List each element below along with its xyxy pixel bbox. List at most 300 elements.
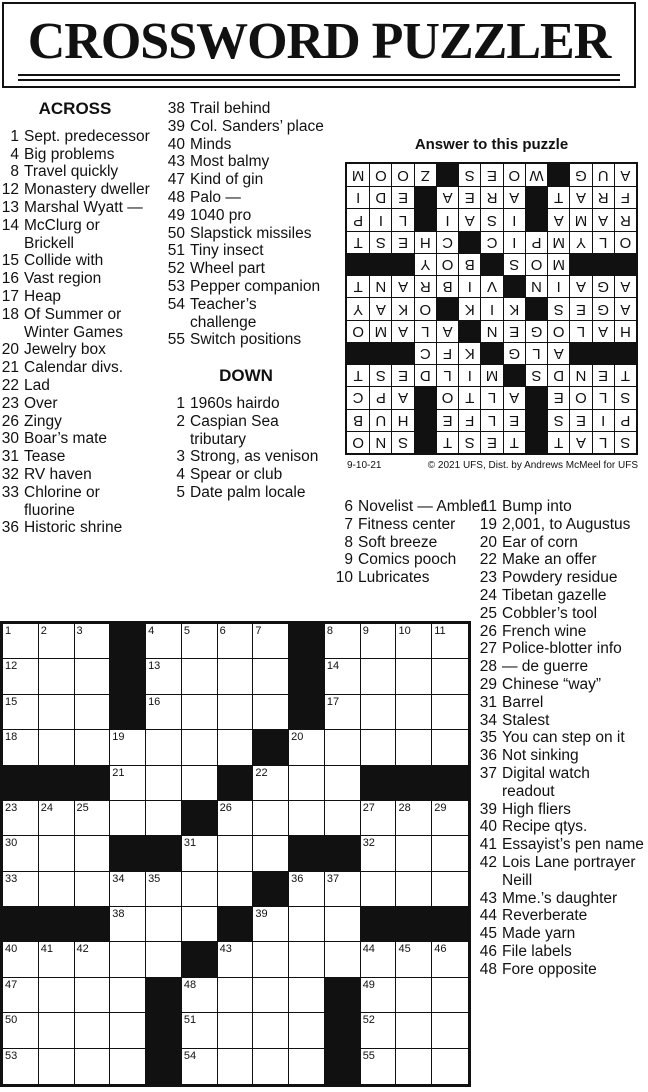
answer-black-square xyxy=(503,275,525,297)
answer-black-square xyxy=(525,386,547,408)
grid-square[interactable] xyxy=(182,978,218,1013)
grid-square[interactable] xyxy=(396,942,432,977)
square-number: 39 xyxy=(255,908,268,921)
clue-item xyxy=(0,484,150,520)
answer-letter: L xyxy=(480,409,502,431)
clue-number: 44 xyxy=(479,907,497,925)
clue-item xyxy=(166,260,326,278)
answer-letter: D xyxy=(369,186,391,208)
black-square xyxy=(75,907,111,942)
answer-letter: L xyxy=(414,320,436,342)
grid-square[interactable] xyxy=(39,872,75,907)
clue-number: 34 xyxy=(479,711,497,729)
grid-square[interactable] xyxy=(146,801,182,836)
grid-square[interactable] xyxy=(39,695,75,730)
grid-square[interactable] xyxy=(396,872,432,907)
grid-square[interactable] xyxy=(396,836,432,871)
grid-square[interactable] xyxy=(396,730,432,765)
clue-text: Sept. predecessor xyxy=(24,127,150,145)
clue-text: Fitness center xyxy=(358,515,456,533)
answer-letter: M xyxy=(547,253,569,275)
answer-letter: B xyxy=(347,409,369,431)
answer-letter: B xyxy=(436,275,458,297)
black-square xyxy=(182,942,218,977)
square-number: 25 xyxy=(76,801,89,814)
square-number: 5 xyxy=(183,625,190,637)
square-number: 41 xyxy=(40,943,54,956)
grid-square[interactable] xyxy=(218,872,254,907)
grid-square[interactable] xyxy=(253,766,289,801)
grid-square[interactable] xyxy=(432,659,468,694)
clue-number: 22 xyxy=(1,376,19,394)
answer-letter: M xyxy=(480,364,502,386)
grid-square[interactable] xyxy=(325,695,361,730)
grid-square[interactable] xyxy=(253,907,289,942)
answer-black-square xyxy=(391,253,413,275)
grid-square[interactable] xyxy=(361,872,397,907)
answer-letter: S xyxy=(547,409,569,431)
clue-text: Trail behind xyxy=(190,100,271,117)
grid-square[interactable] xyxy=(182,766,218,801)
clue-text: Boar’s mate xyxy=(24,430,107,448)
answer-letter: A xyxy=(547,208,569,230)
clue-item xyxy=(0,181,150,199)
grid-square[interactable] xyxy=(325,942,361,977)
square-number: 51 xyxy=(183,1014,197,1027)
answer-letter: P xyxy=(614,409,636,431)
black-square xyxy=(110,624,146,659)
grid-square[interactable] xyxy=(325,801,361,836)
answer-letter: A xyxy=(391,320,413,342)
clue-text: Most balmy xyxy=(190,153,270,171)
clue-number: 12 xyxy=(1,181,19,199)
grid-square[interactable] xyxy=(325,907,361,942)
clue-text: Jewelry box xyxy=(24,341,106,359)
grid-square[interactable] xyxy=(39,659,75,694)
answer-letter: L xyxy=(592,431,614,453)
square-number: 32 xyxy=(362,837,375,850)
grid-square[interactable] xyxy=(75,1049,111,1084)
answer-black-square xyxy=(436,164,458,186)
clue-text: Strong, as venison xyxy=(190,448,319,466)
grid-square[interactable] xyxy=(218,942,254,977)
grid-square[interactable] xyxy=(182,1013,218,1048)
answer-letter: A xyxy=(503,386,525,408)
clue-text: Marshal Wyatt — xyxy=(24,198,143,216)
answer-letter: I xyxy=(458,364,480,386)
clue-number: 23 xyxy=(1,394,19,412)
grid-square[interactable] xyxy=(218,695,254,730)
grid-square[interactable] xyxy=(110,766,146,801)
grid-square[interactable] xyxy=(432,942,468,977)
grid-square[interactable] xyxy=(110,1013,146,1048)
clue-text: Wheel part xyxy=(190,260,265,278)
answer-letter: O xyxy=(347,320,369,342)
grid-square[interactable] xyxy=(361,659,397,694)
clue-text: Of Summer or Winter Games xyxy=(24,305,124,341)
grid-square[interactable] xyxy=(289,801,325,836)
answer-letter: S xyxy=(503,253,525,275)
clue-number: 4 xyxy=(10,145,19,163)
square-number: 54 xyxy=(183,1049,197,1062)
grid-square[interactable] xyxy=(3,978,39,1013)
grid-square[interactable] xyxy=(361,1049,397,1084)
square-number: 49 xyxy=(362,978,375,991)
grid-square[interactable] xyxy=(3,942,39,977)
grid-square[interactable] xyxy=(182,624,218,659)
clue-text: Fore opposite xyxy=(502,960,597,978)
grid-square[interactable] xyxy=(75,942,111,977)
grid-square[interactable] xyxy=(396,659,432,694)
answer-letter: E xyxy=(569,409,591,431)
grid-square[interactable] xyxy=(110,1049,146,1084)
answer-letter: P xyxy=(525,231,547,253)
grid-square[interactable] xyxy=(325,872,361,907)
grid-square[interactable] xyxy=(146,659,182,694)
square-number: 26 xyxy=(219,801,232,814)
clue-number: 15 xyxy=(1,252,19,270)
answer-letter: S xyxy=(369,364,391,386)
grid-square[interactable] xyxy=(396,1049,432,1084)
grid-square[interactable] xyxy=(39,836,75,871)
answer-copyright: © 2021 UFS, Dist. by Andrews McMeel for UFS xyxy=(427,460,638,471)
clue-number: 31 xyxy=(1,448,19,466)
grid-square[interactable] xyxy=(289,942,325,977)
black-square xyxy=(289,836,325,871)
clue-number: 20 xyxy=(479,533,497,551)
grid-square[interactable] xyxy=(39,1049,75,1084)
clue-item xyxy=(166,118,326,136)
clue-number: 11 xyxy=(480,498,497,515)
square-number: 45 xyxy=(398,943,411,956)
black-square xyxy=(75,766,111,801)
grid-square[interactable] xyxy=(289,907,325,942)
clue-text: Powdery residue xyxy=(502,569,618,587)
grid-square[interactable] xyxy=(289,766,325,801)
grid-square[interactable] xyxy=(361,624,397,659)
grid-square[interactable] xyxy=(75,624,111,659)
grid-square[interactable] xyxy=(253,695,289,730)
grid-square[interactable] xyxy=(253,1049,289,1084)
answer-letter: A xyxy=(569,275,591,297)
grid-square[interactable] xyxy=(218,1013,254,1048)
clue-item xyxy=(478,498,644,516)
answer-letter: S xyxy=(614,431,636,453)
answer-black-square xyxy=(614,253,636,275)
grid-square[interactable] xyxy=(146,730,182,765)
grid-square[interactable] xyxy=(182,730,218,765)
black-square xyxy=(110,695,146,730)
grid-square[interactable] xyxy=(182,1049,218,1084)
grid-square[interactable] xyxy=(146,624,182,659)
grid-square[interactable] xyxy=(396,978,432,1013)
answer-black-square xyxy=(592,253,614,275)
answer-letter: M xyxy=(569,208,591,230)
grid-square[interactable] xyxy=(182,695,218,730)
answer-letter: I xyxy=(503,208,525,230)
clue-text: Pepper companion xyxy=(190,277,321,295)
grid-square[interactable] xyxy=(432,695,468,730)
grid-square[interactable] xyxy=(3,836,39,871)
clue-item xyxy=(166,448,326,466)
answer-black-square xyxy=(525,409,547,431)
grid-square[interactable] xyxy=(218,730,254,765)
clue-item xyxy=(166,225,326,243)
clue-text: Mme.’s daughter xyxy=(502,889,618,907)
grid-square[interactable] xyxy=(218,1049,254,1084)
grid-square[interactable] xyxy=(218,659,254,694)
grid-square[interactable] xyxy=(253,624,289,659)
grid-square[interactable] xyxy=(75,872,111,907)
clue-item xyxy=(0,377,150,395)
black-square xyxy=(39,766,75,801)
clue-text: Col. Sanders’ place xyxy=(190,117,324,135)
grid-square[interactable] xyxy=(3,1049,39,1084)
grid-square[interactable] xyxy=(3,730,39,765)
grid-square[interactable] xyxy=(432,801,468,836)
clue-text: Monastery dweller xyxy=(24,181,150,199)
clue-item xyxy=(478,587,644,605)
grid-square[interactable] xyxy=(3,624,39,659)
clue-text: Digital watch readout xyxy=(502,764,590,800)
grid-square[interactable] xyxy=(110,872,146,907)
clue-text: Ear of corn xyxy=(502,533,578,551)
clue-text: Chinese “way” xyxy=(502,675,602,693)
black-square xyxy=(325,1013,361,1048)
down-clue-list-3 xyxy=(478,498,644,979)
grid-square[interactable] xyxy=(218,801,254,836)
grid-square[interactable] xyxy=(39,730,75,765)
grid-square[interactable] xyxy=(75,978,111,1013)
grid-square[interactable] xyxy=(396,624,432,659)
grid-square[interactable] xyxy=(39,1013,75,1048)
clue-text: Lois Lane portrayer Neill xyxy=(502,853,636,889)
answer-letter: C xyxy=(436,231,458,253)
grid-square[interactable] xyxy=(110,942,146,977)
grid-square[interactable] xyxy=(396,1013,432,1048)
square-number: 4 xyxy=(148,625,155,637)
grid-square[interactable] xyxy=(110,907,146,942)
answer-letter: W xyxy=(525,164,547,186)
grid-square[interactable] xyxy=(253,659,289,694)
answer-letter: S xyxy=(391,431,413,453)
clue-item xyxy=(0,306,150,342)
clue-number: 3 xyxy=(176,448,185,466)
clue-number: 43 xyxy=(479,889,497,907)
grid-square[interactable] xyxy=(396,801,432,836)
clue-number: 49 xyxy=(167,206,185,224)
grid-square[interactable] xyxy=(361,942,397,977)
clue-number: 21 xyxy=(1,359,19,377)
grid-square[interactable] xyxy=(218,978,254,1013)
grid-square[interactable] xyxy=(39,978,75,1013)
square-number: 19 xyxy=(112,731,125,744)
clue-number: 46 xyxy=(479,942,497,960)
clue-text: File labels xyxy=(502,942,572,960)
answer-letter: D xyxy=(414,364,436,386)
grid-square[interactable] xyxy=(253,801,289,836)
grid-square[interactable] xyxy=(182,836,218,871)
clue-number: 8 xyxy=(10,163,19,181)
answer-letter: O xyxy=(436,386,458,408)
answer-letter: A xyxy=(592,208,614,230)
answer-letter: T xyxy=(347,275,369,297)
answer-black-square xyxy=(369,342,391,364)
grid-square[interactable] xyxy=(432,836,468,871)
clue-number: 1 xyxy=(176,394,185,412)
puzzle-grid xyxy=(0,621,471,1087)
clue-text: 2,001, to Augustus xyxy=(502,515,631,533)
grid-square[interactable] xyxy=(289,872,325,907)
clue-number: 16 xyxy=(1,270,19,288)
grid-square[interactable] xyxy=(146,907,182,942)
square-number: 23 xyxy=(5,801,18,814)
grid-square[interactable] xyxy=(3,872,39,907)
grid-square[interactable] xyxy=(75,695,111,730)
clue-item xyxy=(0,288,150,306)
black-square xyxy=(146,978,182,1013)
answer-letter: L xyxy=(480,386,502,408)
grid-square[interactable] xyxy=(289,1049,325,1084)
clue-text: Cobbler’s tool xyxy=(502,604,598,622)
grid-square[interactable] xyxy=(289,1013,325,1048)
clue-text: Lubricates xyxy=(358,569,430,587)
clue-item xyxy=(334,534,494,552)
answer-letter: A xyxy=(391,275,413,297)
grid-square[interactable] xyxy=(3,801,39,836)
grid-square[interactable] xyxy=(432,624,468,659)
square-number: 13 xyxy=(148,660,161,673)
grid-square[interactable] xyxy=(182,907,218,942)
grid-square[interactable] xyxy=(432,730,468,765)
answer-black-square xyxy=(391,342,413,364)
clue-number: 36 xyxy=(479,747,497,765)
clue-item xyxy=(166,207,326,225)
clue-number: 47 xyxy=(167,171,185,189)
answer-letter: T xyxy=(347,364,369,386)
grid-square[interactable] xyxy=(39,942,75,977)
grid-square[interactable] xyxy=(325,624,361,659)
grid-square[interactable] xyxy=(39,801,75,836)
grid-square[interactable] xyxy=(361,801,397,836)
answer-letter: O xyxy=(569,386,591,408)
answer-letter: A xyxy=(614,164,636,186)
answer-black-square xyxy=(347,253,369,275)
grid-square[interactable] xyxy=(3,659,39,694)
grid-square[interactable] xyxy=(289,978,325,1013)
clue-text: Date palm locale xyxy=(190,483,306,501)
grid-square[interactable] xyxy=(361,695,397,730)
grid-square[interactable] xyxy=(361,1013,397,1048)
grid-square[interactable] xyxy=(361,730,397,765)
grid-square[interactable] xyxy=(146,872,182,907)
clue-item xyxy=(0,519,150,537)
grid-square[interactable] xyxy=(75,659,111,694)
grid-square[interactable] xyxy=(253,978,289,1013)
answer-letter: O xyxy=(525,253,547,275)
black-square xyxy=(3,907,39,942)
clue-number: 6 xyxy=(344,498,353,515)
grid-square[interactable] xyxy=(432,978,468,1013)
grid-square[interactable] xyxy=(325,730,361,765)
grid-square[interactable] xyxy=(361,836,397,871)
clue-item xyxy=(166,242,326,260)
square-number: 22 xyxy=(255,766,268,779)
clue-number: 4 xyxy=(176,466,185,484)
clue-number: 33 xyxy=(1,483,19,501)
clue-text: Essayist’s pen name xyxy=(502,836,644,854)
answer-letter: F xyxy=(614,186,636,208)
grid-square[interactable] xyxy=(146,695,182,730)
grid-square[interactable] xyxy=(253,836,289,871)
grid-square[interactable] xyxy=(289,730,325,765)
grid-square[interactable] xyxy=(432,1013,468,1048)
grid-square[interactable] xyxy=(182,872,218,907)
clue-number: 1 xyxy=(10,127,19,145)
answer-letter: C xyxy=(480,231,502,253)
answer-black-square xyxy=(414,431,436,453)
grid-square[interactable] xyxy=(432,1049,468,1084)
clue-item xyxy=(334,551,494,569)
grid-square[interactable] xyxy=(39,624,75,659)
grid-square[interactable] xyxy=(75,730,111,765)
grid-square[interactable] xyxy=(110,730,146,765)
grid-square[interactable] xyxy=(3,1013,39,1048)
down-heading: DOWN xyxy=(219,366,273,386)
grid-square[interactable] xyxy=(146,766,182,801)
grid-square[interactable] xyxy=(361,978,397,1013)
square-number: 21 xyxy=(112,766,125,779)
answer-letter: N xyxy=(369,431,391,453)
grid-square[interactable] xyxy=(110,978,146,1013)
grid-square[interactable] xyxy=(3,695,39,730)
answer-letter: E xyxy=(391,364,413,386)
answer-letter: O xyxy=(369,164,391,186)
grid-square[interactable] xyxy=(75,836,111,871)
answer-black-square xyxy=(525,186,547,208)
clue-number: 42 xyxy=(479,853,497,871)
clue-number: 51 xyxy=(167,242,185,260)
grid-square[interactable] xyxy=(253,942,289,977)
puzzle-title: CROSSWORD PUZZLER xyxy=(27,13,611,70)
answer-letter: S xyxy=(614,386,636,408)
clue-number: 27 xyxy=(479,640,497,658)
grid-square[interactable] xyxy=(396,695,432,730)
square-number: 17 xyxy=(326,695,340,708)
answer-letter: T xyxy=(503,431,525,453)
grid-square[interactable] xyxy=(218,836,254,871)
square-number: 2 xyxy=(40,625,47,637)
grid-square[interactable] xyxy=(325,659,361,694)
grid-square[interactable] xyxy=(325,766,361,801)
grid-square[interactable] xyxy=(253,1013,289,1048)
grid-square[interactable] xyxy=(110,801,146,836)
grid-square[interactable] xyxy=(218,624,254,659)
grid-square[interactable] xyxy=(75,801,111,836)
answer-letter: R xyxy=(592,186,614,208)
grid-square[interactable] xyxy=(182,659,218,694)
clue-item xyxy=(478,961,644,979)
clue-text: Caspian Sea tributary xyxy=(190,412,279,448)
square-number: 8 xyxy=(326,625,334,637)
grid-square[interactable] xyxy=(432,872,468,907)
grid-square[interactable] xyxy=(146,942,182,977)
clue-number: 2 xyxy=(176,412,185,430)
clue-number: 13 xyxy=(1,198,19,216)
answer-letter: K xyxy=(458,297,480,319)
square-number: 20 xyxy=(291,731,304,744)
grid-square[interactable] xyxy=(75,1013,111,1048)
